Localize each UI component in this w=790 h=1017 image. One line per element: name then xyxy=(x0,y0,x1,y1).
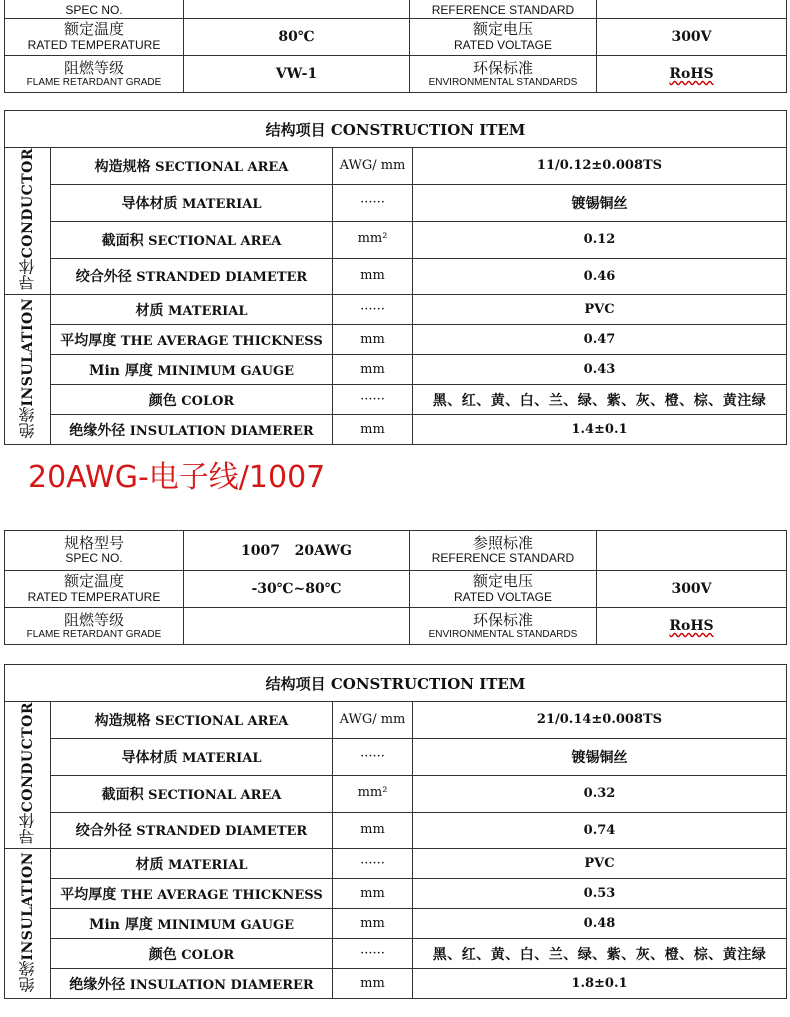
unit-cell: mm xyxy=(333,879,413,909)
unit-cell: mm xyxy=(333,415,413,445)
item-label: 材质 MATERIAL xyxy=(51,849,333,879)
construction-row xyxy=(5,849,787,879)
rated-temperature-value: 80℃ xyxy=(184,19,410,56)
construction-row xyxy=(5,355,787,385)
value-cell: 0.48 xyxy=(413,909,787,939)
value-cell: 黑、红、黄、白、兰、绿、紫、灰、橙、棕、黄注绿 xyxy=(413,385,787,415)
item-label: 材质 MATERIAL xyxy=(51,295,333,325)
unit-cell: mm xyxy=(333,258,413,295)
rated-voltage-label: 额定电压 RATED VOLTAGE xyxy=(410,571,597,608)
rated-voltage-value: 300V xyxy=(597,571,787,608)
reference-standard-label: REFERENCE STANDARD xyxy=(410,0,597,19)
item-label: 颜色 COLOR xyxy=(51,939,333,969)
environmental-standard-value: RoHS xyxy=(597,56,787,93)
section-title: 20AWG-电子线/1007 xyxy=(28,460,326,495)
rated-temperature-value: -30℃~80℃ xyxy=(184,571,410,608)
reference-standard-value xyxy=(597,531,787,571)
construction-row xyxy=(5,939,787,969)
value-cell: 0.47 xyxy=(413,325,787,355)
construction-row xyxy=(5,221,787,258)
value-cell: 1.4±0.1 xyxy=(413,415,787,445)
conductor-group-label: 导体CONDUCTOR xyxy=(5,702,51,849)
unit-cell: mm xyxy=(333,325,413,355)
unit-cell: ······ xyxy=(333,849,413,879)
value-cell: 11/0.12±0.008TS xyxy=(413,148,787,185)
value-cell: PVC xyxy=(413,295,787,325)
value-cell: 0.46 xyxy=(413,258,787,295)
construction-row xyxy=(5,909,787,939)
value-cell: 0.53 xyxy=(413,879,787,909)
unit-cell: ······ xyxy=(333,184,413,221)
flame-grade-label: 阻燃等级 FLAME RETARDANT GRADE xyxy=(5,56,184,93)
item-label: 导体材质 MATERIAL xyxy=(51,738,333,775)
item-label: 绞合外径 STRANDED DIAMETER xyxy=(51,258,333,295)
flame-grade-label: 阻燃等级 FLAME RETARDANT GRADE xyxy=(5,608,184,645)
unit-cell: mm xyxy=(333,909,413,939)
item-label: 绝缘外径 INSULATION DIAMERER xyxy=(51,415,333,445)
rated-voltage-value: 300V xyxy=(597,19,787,56)
unit-cell: mm xyxy=(333,812,413,849)
construction-row xyxy=(5,738,787,775)
construction-header: 结构项目 CONSTRUCTION ITEM xyxy=(5,665,787,702)
value-cell: 0.12 xyxy=(413,221,787,258)
rated-temperature-label: 额定温度 RATED TEMPERATURE xyxy=(5,571,184,608)
construction-header-row xyxy=(5,665,787,702)
construction-row xyxy=(5,325,787,355)
item-label: 构造规格 SECTIONAL AREA xyxy=(51,148,333,185)
value-cell: 镀锡铜丝 xyxy=(413,184,787,221)
unit-cell: ······ xyxy=(333,939,413,969)
unit-cell: mm² xyxy=(333,221,413,258)
value-cell: 0.43 xyxy=(413,355,787,385)
unit-cell: AWG/ mm xyxy=(333,148,413,185)
construction-row xyxy=(5,702,787,739)
construction-row xyxy=(5,969,787,999)
construction-header: 结构项目 CONSTRUCTION ITEM xyxy=(5,111,787,148)
insulation-group-label: 绝缘INSULATION xyxy=(5,295,51,445)
value-cell: 0.74 xyxy=(413,812,787,849)
construction-table-2 xyxy=(4,664,787,999)
unit-cell: ······ xyxy=(333,738,413,775)
unit-cell: mm xyxy=(333,969,413,999)
item-label: 截面积 SECTIONAL AREA xyxy=(51,775,333,812)
value-cell: 黑、红、黄、白、兰、绿、紫、灰、橙、棕、黄注绿 xyxy=(413,939,787,969)
item-label: 构造规格 SECTIONAL AREA xyxy=(51,702,333,739)
unit-cell: ······ xyxy=(333,295,413,325)
spec-no-label: SPEC NO. xyxy=(5,0,184,19)
construction-row xyxy=(5,879,787,909)
conductor-group-label: 导体CONDUCTOR xyxy=(5,148,51,295)
item-label: Min 厚度 MINIMUM GAUGE xyxy=(51,355,333,385)
spec-row-spec-no xyxy=(5,531,787,571)
item-label: 截面积 SECTIONAL AREA xyxy=(51,221,333,258)
construction-row xyxy=(5,295,787,325)
construction-row xyxy=(5,184,787,221)
construction-row xyxy=(5,258,787,295)
flame-grade-value: VW-1 xyxy=(184,56,410,93)
rated-temperature-label: 额定温度 RATED TEMPERATURE xyxy=(5,19,184,56)
construction-table-1 xyxy=(4,110,787,445)
spec-table-1 xyxy=(4,0,787,93)
unit-cell: ······ xyxy=(333,385,413,415)
spec-row-temperature xyxy=(5,19,787,56)
construction-row xyxy=(5,775,787,812)
construction-row xyxy=(5,812,787,849)
environmental-standard-value: RoHS xyxy=(597,608,787,645)
item-label: 绞合外径 STRANDED DIAMETER xyxy=(51,812,333,849)
item-label: Min 厚度 MINIMUM GAUGE xyxy=(51,909,333,939)
spec-row-spec-no xyxy=(5,0,787,19)
item-label: 平均厚度 THE AVERAGE THICKNESS xyxy=(51,325,333,355)
reference-standard-label: 参照标准 REFERENCE STANDARD xyxy=(410,531,597,571)
spec-row-temperature xyxy=(5,571,787,608)
spec-table-2 xyxy=(4,530,787,645)
spec-no-value xyxy=(184,0,410,19)
rated-voltage-label: 额定电压 RATED VOLTAGE xyxy=(410,19,597,56)
spec-row-flame xyxy=(5,608,787,645)
construction-row xyxy=(5,148,787,185)
environmental-standard-label: 环保标准 ENVIRONMENTAL STANDARDS xyxy=(410,608,597,645)
unit-cell: AWG/ mm xyxy=(333,702,413,739)
item-label: 导体材质 MATERIAL xyxy=(51,184,333,221)
spec-no-value: 1007 20AWG xyxy=(184,531,410,571)
reference-standard-value xyxy=(597,0,787,19)
construction-header-row xyxy=(5,111,787,148)
spec-no-label: 规格型号 SPEC NO. xyxy=(5,531,184,571)
item-label: 绝缘外径 INSULATION DIAMERER xyxy=(51,969,333,999)
unit-cell: mm² xyxy=(333,775,413,812)
environmental-standard-label: 环保标准 ENVIRONMENTAL STANDARDS xyxy=(410,56,597,93)
item-label: 颜色 COLOR xyxy=(51,385,333,415)
flame-grade-value xyxy=(184,608,410,645)
spec-row-flame xyxy=(5,56,787,93)
value-cell: 21/0.14±0.008TS xyxy=(413,702,787,739)
value-cell: 1.8±0.1 xyxy=(413,969,787,999)
value-cell: 0.32 xyxy=(413,775,787,812)
item-label: 平均厚度 THE AVERAGE THICKNESS xyxy=(51,879,333,909)
insulation-group-label: 绝缘INSULATION xyxy=(5,849,51,999)
construction-row xyxy=(5,415,787,445)
value-cell: 镀锡铜丝 xyxy=(413,738,787,775)
unit-cell: mm xyxy=(333,355,413,385)
value-cell: PVC xyxy=(413,849,787,879)
construction-row xyxy=(5,385,787,415)
